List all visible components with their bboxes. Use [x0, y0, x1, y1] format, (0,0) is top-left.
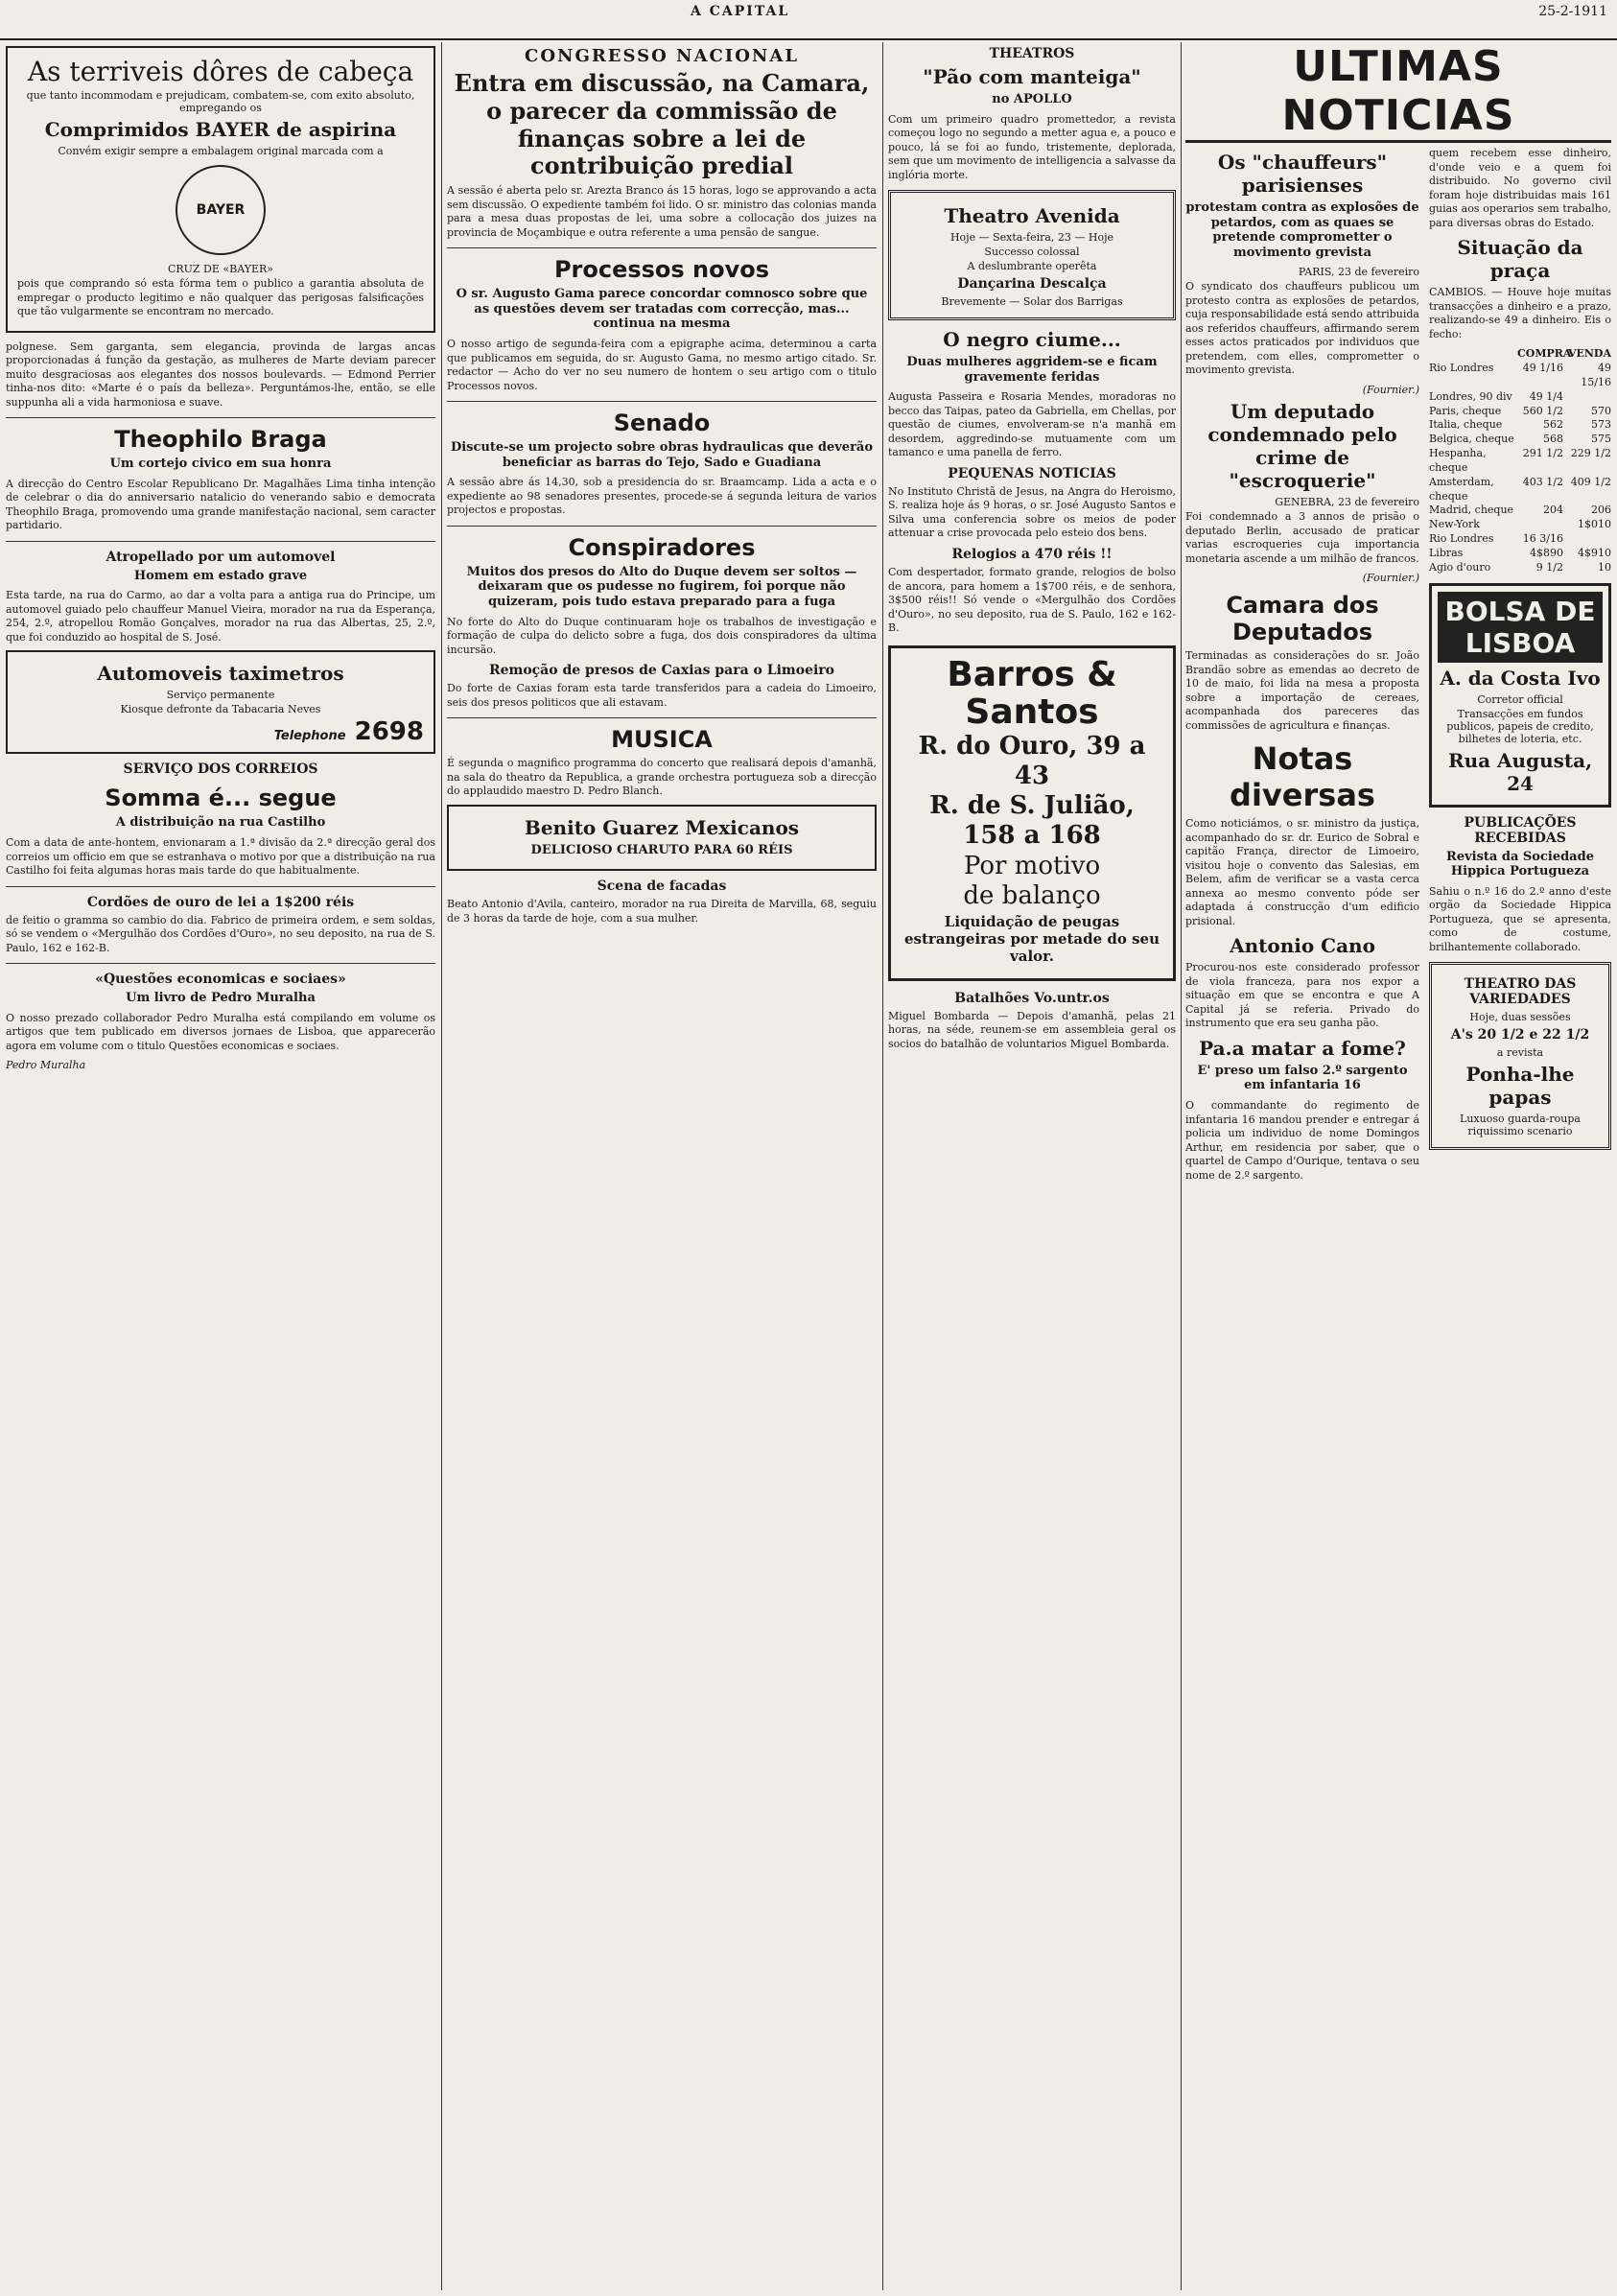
conspiradores-title: Conspiradores — [568, 533, 756, 561]
somma-title: Somma é... segue — [105, 785, 337, 812]
price-row — [1429, 476, 1611, 504]
barros-liquidacao: Liquidação de peugas estrangeiras por metade do seu valor. — [903, 912, 1160, 965]
barros-balanco: de balanço — [963, 880, 1101, 910]
bolsa-role: Corretor official — [1477, 692, 1563, 706]
deputado-credit: (Fournier.) — [1362, 572, 1419, 585]
questoes-sub: Um livro de Pedro Muralha — [126, 991, 316, 1006]
price-value: 10 — [1598, 560, 1611, 574]
price-value: 4$890 — [1530, 546, 1563, 559]
variedades-tag: Luxuoso guarda-roupa riquissimo scenario — [1460, 1113, 1581, 1138]
processos-title: Processos novos — [553, 256, 770, 284]
price-value: COMPRA — [1517, 347, 1572, 361]
price-row — [1429, 547, 1611, 561]
variedades-title: THEATRO DAS VARIEDADES — [1464, 976, 1577, 1008]
price-value: 49 1/4 — [1529, 389, 1563, 403]
price-label: Rio Londres — [1429, 362, 1494, 374]
chauffeurs-credit: (Fournier.) — [1362, 383, 1419, 396]
right-text: quem recebem esse dinheiro, d'onde veio e a quem foi distribuido. No governo civil foram hoje distribuidas mais 161 guias aos operarios sem trabalho, para diversas obras do Estado. — [1429, 147, 1611, 229]
price-value: VENDA — [1567, 347, 1611, 361]
price-row — [1429, 362, 1611, 390]
ultimas-left — [1185, 147, 1419, 1188]
camara-deputados-title: Camara dos Deputados — [1226, 592, 1379, 646]
headache-title: As terriveis dôres de cabeça — [27, 56, 414, 87]
negro-sub: Duas mulheres aggridem-se e ficam gravemente feridas — [906, 355, 1158, 385]
bolsa-name: A. da Costa Ivo — [1440, 666, 1601, 690]
price-value: 1$010 — [1578, 518, 1611, 531]
camara-text: A sessão é aberta pelo sr. Arezta Branco ás 15 horas, logo se approvando a acta sem discussão. O expediente também foi lido. O sr. ministro das colonias manda para a mesa duas propostas de lei, uma sobre a collocação dos juizes na provincia de Moçambique e outra referente a uma pensão de sangue. — [447, 184, 877, 239]
variedades-advert — [1429, 962, 1611, 1150]
price-label: Paris, cheque — [1429, 404, 1502, 417]
taximetros-title: Automoveis taximetros — [97, 662, 344, 686]
avenida-line1: Successo colossal — [984, 246, 1080, 259]
mexicanos-sub: DELICIOSO CHARUTO PARA 60 RÉIS — [530, 842, 793, 857]
price-label: Madrid, cheque — [1429, 504, 1514, 517]
issue-date: 25-2-1911 — [1538, 4, 1607, 19]
price-value: 9 1/2 — [1535, 560, 1563, 574]
divider — [447, 717, 877, 718]
price-value: 409 1/2 — [1570, 475, 1611, 488]
price-value: 49 1/16 — [1522, 362, 1563, 374]
publicacoes-title: PUBLICAÇÕES RECEBIDAS — [1464, 814, 1577, 846]
divider — [447, 247, 877, 248]
price-row — [1429, 347, 1611, 362]
chauffeurs-dateline: PARIS, 23 de fevereiro — [1298, 266, 1419, 279]
price-value — [1565, 390, 1611, 405]
notas-text: Como noticiámos, o sr. ministro da justiça, acompanhado do sr. dr. Eurico de Sobral e capitão França, director de Limoeiro, visitou hoje o convento das Salesias, em Belem, afim de verificar se a vasta cerca annexa ao mesmo convento póde ser adaptada á construcção d'um edificio prisional. — [1185, 817, 1419, 927]
taximetros-service: Serviço permanente — [166, 689, 275, 702]
divider — [6, 963, 435, 964]
price-label: Libras — [1429, 546, 1464, 559]
price-value — [1565, 532, 1611, 547]
cano-text: Procurou-nos este considerado professor de viola franceza, para nos expor a situação em que se encontra e que A Capital já se referia. Privado do instrumento que era seu ganha pão. — [1185, 961, 1419, 1030]
price-row — [1429, 532, 1611, 547]
barros-motivo: Por motivo — [963, 851, 1101, 880]
barros-name: Barros & Santos — [947, 654, 1117, 733]
negro-title: O negro ciume... — [943, 328, 1121, 352]
pao-sub: no APOLLO — [992, 92, 1072, 106]
deputado-title: Um deputado condemnado pelo crime de "escroquerie" — [1207, 399, 1397, 492]
ultimas-noticias-banner: ULTIMAS NOTICIAS — [1185, 42, 1611, 143]
facadas-text: Beato Antonio d'Avila, canteiro, morador na rua Direita de Marvilla, 68, seguiu de 3 horas da tarde de hoje, com a sua mulher. — [447, 898, 877, 925]
mexicanos-title: Benito Guarez Mexicanos — [524, 815, 800, 839]
price-value: 568 — [1543, 433, 1563, 446]
variedades-sub: Hoje, duas sessões — [1469, 1011, 1571, 1024]
price-value: 570 — [1591, 404, 1611, 417]
column-rule — [441, 42, 442, 2290]
bayer-cross-caption: CRUZ DE «BAYER» — [167, 263, 274, 275]
theophilo-text: A direcção do Centro Escolar Republicano Dr. Magalhães Lima tinha intenção de celebrar o dia do anniversario natalicio do venerando sabio e democrata Theophilo Braga, promovendo uma grande manifestação nacional, sem caracter partidario. — [6, 477, 435, 532]
batalhoes-text: Miguel Bombarda — Depois d'amanhã, pelas 21 horas, na séde, reunem-se em assembleia geral os socios do batalhão de voluntarios Miguel Bombarda. — [888, 1009, 1176, 1050]
price-row — [1429, 433, 1611, 447]
price-label: Agio d'ouro — [1429, 560, 1491, 574]
cordoes-title: Cordões de ouro de lei a 1$200 réis — [86, 894, 355, 910]
deputado-dateline: GENEBRA, 23 de fevereiro — [1275, 495, 1419, 508]
headache-warning: Convém exigir sempre a embalagem original marcada com a — [58, 145, 384, 157]
processos-text: O nosso artigo de segunda-feira com a epigraphe acima, determinou a carta que publicamos em seguida, do sr. Augusto Gama, no mesmo artigo citado. Sr. redactor — Acho do ver no seu numero de hontem o seu artigo com o titulo Processos novos. — [447, 338, 877, 392]
avenida-line2: A deslumbrante operêta — [967, 260, 1097, 273]
deputado-text: Foi condemnado a 3 annos de prisão o deputado Berlin, accusado de praticar varias escroqueries cuja importancia monetaria ascende a um milhão de francos. — [1185, 509, 1419, 565]
bolsa-title: BOLSA DE LISBOA — [1438, 592, 1603, 663]
price-row — [1429, 561, 1611, 575]
price-value: 573 — [1591, 418, 1611, 432]
price-label: Hespanha, cheque — [1429, 447, 1487, 474]
divider — [6, 886, 435, 887]
cano-title: Antonio Cano — [1230, 934, 1375, 958]
processos-sub: O sr. Augusto Gama parece concordar comnosco sobre que as questões devem ser tratadas com correcção, mas... continua na mesma — [456, 287, 868, 332]
theophilo-title: Theophilo Braga — [114, 426, 327, 454]
cordoes-text: de feitio o gramma so cambio do dia. Fabrico de primeira ordem, e sem soldas, só se vendem o «Mergulhão dos Cordões d'Ouro», no seu deposito, na rua de S. Paulo, 162 e 162-B. — [6, 913, 435, 954]
price-value: 16 3/16 — [1522, 532, 1563, 546]
atropellado-text: Esta tarde, na rua do Carmo, ao dar a volta para a antiga rua do Principe, um automovel guiado pelo chauffeur Manuel Vieira, morador na rua da Esperança, 254, 2.º, atropellou Romão Gonçalves, morador na rua das Albertas, 25, 2.º, que foi conduzido ao hospital de S. José. — [6, 589, 435, 644]
correios-title: SERVIÇO DOS CORREIOS — [123, 761, 318, 778]
somma-sub: A distribuição na rua Castilho — [115, 815, 326, 831]
price-value — [1517, 518, 1563, 532]
variedades-times: A's 20 1/2 e 22 1/2 — [1450, 1027, 1590, 1043]
bolsa-address: Rua Augusta, 24 — [1447, 748, 1593, 795]
column-3 — [888, 42, 1176, 2290]
ultimas-right — [1429, 147, 1611, 1188]
ultimas-split — [1185, 147, 1611, 1188]
price-value: 575 — [1591, 433, 1611, 446]
remocao-text: Do forte de Caxias foram esta tarde transferidos para a cadeia do Limoeiro, seis dos presos politicos que ali estavam. — [447, 682, 877, 709]
column-rule — [1181, 42, 1182, 2290]
avenida-show: Dançarina Descalça — [957, 276, 1107, 293]
congresso-heading: CONGRESSO NACIONAL — [525, 46, 799, 66]
facadas-title: Scena de facadas — [597, 879, 727, 895]
phone-number: 2698 — [354, 717, 424, 747]
bayer-advert — [6, 46, 435, 333]
atropellado-sub: Homem em estado grave — [133, 568, 308, 583]
price-label: Londres, 90 div — [1429, 389, 1512, 403]
conspiradores-text: No forte do Alto do Duque continuaram hoje os trabalhos de investigação e formação de culpa do delicto sobre a fuga, dos dois conspiradores da ultima incursão. — [447, 615, 877, 656]
price-value: 291 1/2 — [1522, 447, 1563, 460]
chauffeurs-text: O syndicato dos chauffeurs publicou um protesto contra as explosões de petardos, cuja responsabilidade está sendo attribuida aos referidos chauffeurs, affirmando serem esses actos praticados por individuos que pretendem, com elles, comprometter o movimento grevista. — [1185, 280, 1419, 377]
column-4 — [1185, 42, 1611, 2290]
price-label: Belgica, cheque — [1429, 433, 1514, 446]
musica-text: É segunda o magnifico programma do concerto que realisará depois d'amanhã, na sala do theatro da Republica, a grande orchestra portugueza sob a direcção do applaudido maestro D. Pedro Blanch. — [447, 757, 877, 798]
price-label: Italia, cheque — [1429, 418, 1503, 432]
price-value: 49 15/16 — [1581, 362, 1611, 388]
notas-title: Notas diversas — [1230, 740, 1375, 814]
headache-sub: que tanto incommodam e prejudicam, combatem-se, com exito absoluto, empregando os — [26, 89, 415, 114]
senado-text: A sessão abre ás 14,30, sob a presidencia do sr. Braamcamp. Lida a acta e o expediente ao 98 senadores presentes, procede-se á segunda leitura de varios projectos e propostas. — [447, 476, 877, 517]
camara-title: Entra em discussão, na Camara, o parecer da commissão de finanças sobre a lei de contribuição predial — [454, 69, 870, 180]
variedades-show: Ponha-lhe papas — [1465, 1063, 1575, 1110]
taximetros-place: Kiosque defronte da Tabacaria Neves — [120, 703, 321, 716]
somma-text: Com a data de ante-hontem, envionaram a 1.ª divisão da 2.ª direcção geral dos correios um officio em que se estranhava o motivo por que a distribuição na rua Castilho foi feita algumas horas mais tarde do que habitualmente. — [6, 836, 435, 878]
batalhoes-title: Batalhões Vo.untr.os — [954, 990, 1110, 1006]
theatros-heading: THEATROS — [989, 46, 1075, 61]
barros-address-1: R. do Ouro, 39 a 43 — [918, 731, 1146, 790]
bayer-cross-logo — [176, 165, 266, 255]
divider — [447, 526, 877, 527]
bolsa-desc: Transacções em fundos publicos, papeis de credito, bilhetes de loteria, etc. — [1446, 707, 1594, 745]
situacao-title: Situação da praça — [1457, 236, 1583, 283]
publicacoes-text: Sahiu o n.º 16 do 2.º anno d'este orgão da Sociedade Hippica Portugueza, que se apresenta, como de costume, brilhantemente collaborado. — [1429, 884, 1611, 953]
price-row — [1429, 518, 1611, 532]
avenida-title: Theatro Avenida — [944, 204, 1120, 228]
barros-address-3: 158 a 168 — [963, 821, 1101, 851]
publicacoes-sub: Revista da Sociedade Hippica Portugueza — [1446, 849, 1594, 879]
taximetros-advert — [6, 650, 435, 754]
mars-article-text: polgnese. Sem garganta, sem elegancia, provinda de largas ancas proporcionadas á função da gestação, as mulheres de Marte deviam parecer muito desgraciosas aos elegantes dos nossos boulevards. — Edmond Perrier tinha-nos dito: «Marte é o país da belleza». Perguntámos-lhe, então, se elle suppunha ali a vida harmoniosa e suave. — [6, 340, 435, 409]
price-table — [1429, 347, 1611, 575]
avenida-date: Hoje — Sexta-feira, 23 — Hoje — [949, 231, 1114, 245]
divider — [447, 401, 877, 402]
price-value: 560 1/2 — [1522, 404, 1563, 417]
price-value: 403 1/2 — [1522, 475, 1563, 488]
pao-text: Com um primeiro quadro promettedor, a revista começou logo no segundo a metter agua e, a pouco e pouco, lá se foi ao fundo, tristemente, deplorada, sem que um movimento de intelligencia a salvasse da inglória morte. — [888, 112, 1176, 181]
avenida-coming: Brevemente — Solar dos Barrigas — [941, 295, 1123, 309]
masthead-bar — [0, 0, 1617, 40]
relogios-text: Com despertador, formato grande, relogios de bolso de ancora, para homem a 1$700 réis, e de senhora, 3$500 réis!! Só vende o «Mergulhão dos Cordões d'Ouro», no seu deposito, rua de S. Paulo, 162 e 162-B. — [888, 566, 1176, 635]
price-row — [1429, 504, 1611, 518]
conspiradores-sub: Muitos dos presos do Alto do Duque devem ser soltos — deixaram que os pudesse no fugirem, foi porque não quizeram, pois tudo estava preparado para a fuga — [466, 564, 857, 610]
chauffeurs-title: Os "chauffeurs" parisienses — [1217, 151, 1388, 197]
variedades-revista: a revista — [1496, 1046, 1544, 1060]
camara-deputados-text: Terminadas as considerações do sr. João Brandão sobre as emendas ao decreto de 10 de maio, foi lida na mesa a proposta sobre a importação de cereaes, acompanhada dos pareceres das commissões de agricultura e finanças. — [1185, 649, 1419, 732]
price-row — [1429, 405, 1611, 419]
price-value: 229 1/2 — [1570, 447, 1611, 460]
questoes-text: O nosso prezado collaborador Pedro Muralha está compilando em volume os artigos que tem publicado em diversos jornaes de Lisboa, que apparecerão agora em volume com o titulo Questões economicas e sociaes. — [6, 1011, 435, 1052]
bolsa-advert — [1429, 583, 1611, 808]
senado-sub: Discute-se um projecto sobre obras hydraulicas que deverão beneficiar as barras do Tejo, Sado e Guadiana — [450, 440, 874, 470]
price-value: 4$910 — [1578, 546, 1611, 559]
price-row — [1429, 447, 1611, 476]
column-1 — [6, 42, 435, 2290]
divider — [6, 541, 435, 542]
footer-signature: Pedro Muralha — [6, 1059, 86, 1072]
price-row — [1429, 418, 1611, 433]
bayer-logo-text: BAYER — [196, 202, 246, 218]
paper-name: A CAPITAL — [691, 4, 790, 19]
theophilo-sub: Um cortejo civico em sua honra — [109, 457, 332, 472]
column-rule — [882, 42, 883, 2290]
phone-label: Telephone — [273, 729, 346, 744]
pequenas-text: No Instituto Christã de Jesus, na Angra do Heroismo, S. realiza hoje ás 9 horas, o sr. José Augusto Santos e Silva uma conferencia sobre os meios de poder attenuar a crise provocada pelo esteio dos bens. — [888, 484, 1176, 540]
atropellado-title: Atropellado por um automovel — [105, 549, 336, 565]
barros-address-2: R. de S. Julião, — [929, 791, 1135, 821]
headache-product: Comprimidos BAYER de aspirina — [44, 118, 397, 141]
barros-santos-advert — [888, 645, 1176, 981]
situacao-sub: CAMBIOS. — Houve hoje muitas transacções a dinheiro e a prazo, realizando-se 49 a dinheiro. Eis o fecho: — [1429, 286, 1611, 340]
bayer-text: pois que comprando só esta fórma tem o publico a garantia absoluta de empregar o producto legitimo e não qualquer das perigosas falsificações que tão vulgarmente se encontram no mercado. — [17, 277, 424, 318]
senado-title: Senado — [613, 410, 711, 437]
mexicanos-advert — [447, 805, 877, 872]
price-label — [1429, 347, 1515, 362]
remocao-title: Remoção de presos de Caxias para o Limoeiro — [488, 663, 835, 679]
divider — [6, 417, 435, 418]
theatro-avenida-advert — [888, 190, 1176, 320]
column-2 — [447, 42, 877, 2290]
price-value: 562 — [1543, 418, 1563, 432]
matar-text: O commandante do regimento de infantaria 16 mandou prender e entregar á policia um individuo de nome Domingos Arthur, em residencia por saber, que o quartel de Campo d'Ourique, tentava o seu nome de 2.º sargento. — [1185, 1099, 1419, 1182]
pao-title: "Pão com manteiga" — [923, 65, 1141, 88]
musica-title: MUSICA — [611, 726, 713, 754]
price-label: New-York — [1429, 518, 1480, 531]
pequenas-title: PEQUENAS NOTICIAS — [948, 465, 1116, 481]
price-value: 206 — [1591, 504, 1611, 517]
taximetros-phone — [17, 717, 424, 746]
relogios-title: Relogios a 470 réis !! — [951, 547, 1113, 562]
price-row — [1429, 390, 1611, 405]
price-value: 204 — [1543, 504, 1563, 517]
chauffeurs-sub: protestam contra as explosões de petardos, com as quaes se pretende comprometter o movimento grevista — [1185, 200, 1419, 260]
questoes-title: «Questões economicas e sociaes» — [95, 972, 346, 988]
price-label: Amsterdam, cheque — [1429, 475, 1494, 503]
price-label: Rio Londres — [1429, 532, 1494, 546]
matar-sub: E' preso um falso 2.º sargento em infantaria 16 — [1197, 1063, 1408, 1093]
matar-title: Pa.a matar a fome? — [1199, 1036, 1406, 1060]
negro-text: Augusta Passeira e Rosaria Mendes, moradoras no becco das Taipas, pateo da Gabriella, em Chellas, por questão de ciumes, envolveram-se n'a manhã em desordem, aggredindo-se mutuamente com um tamanco e uma panella de ferro. — [888, 390, 1176, 459]
